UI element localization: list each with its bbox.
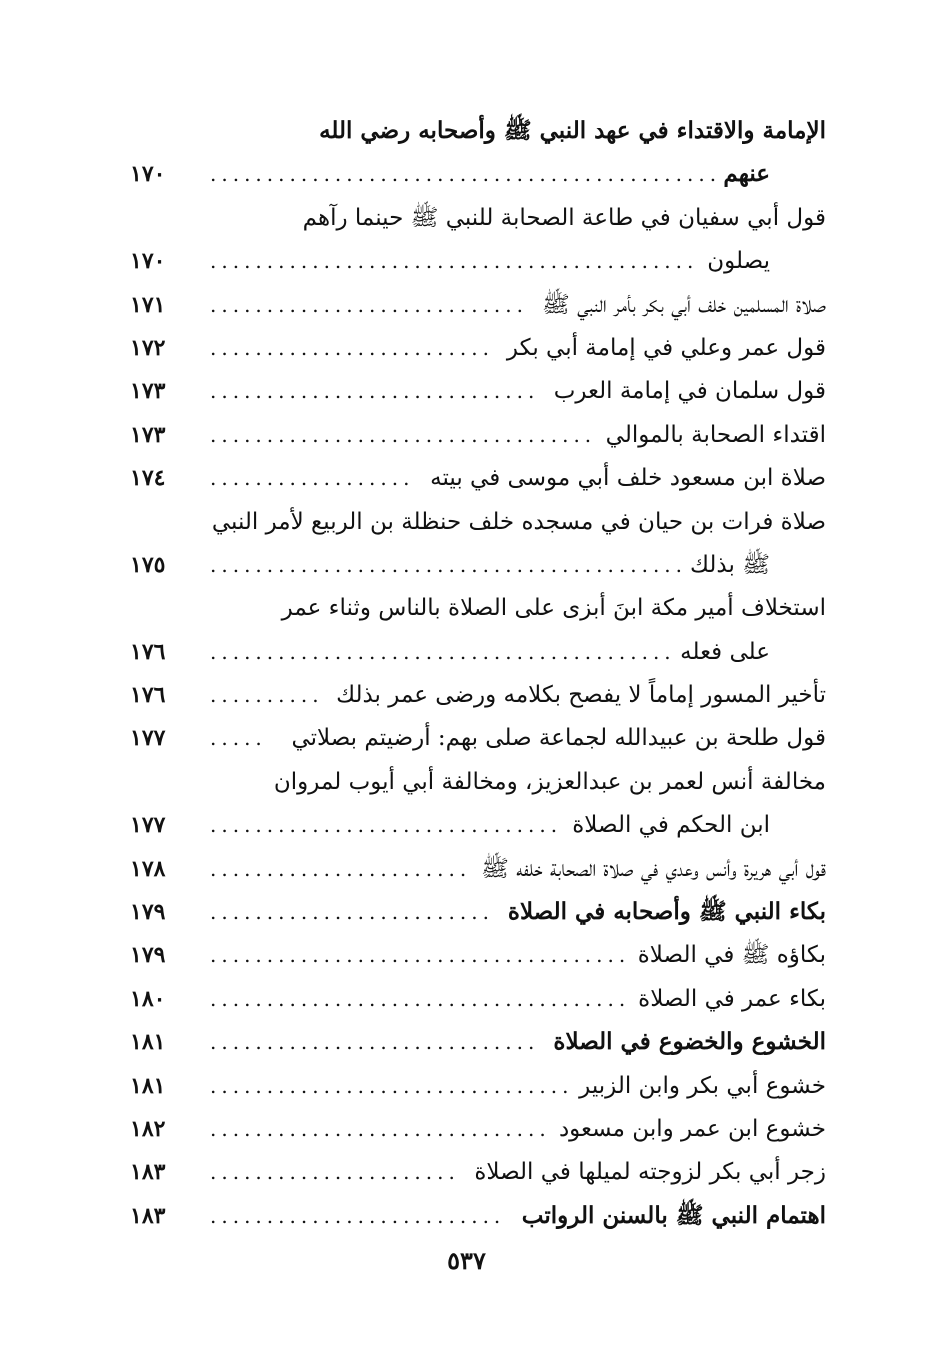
toc-entry-title: على فعله <box>680 638 770 665</box>
toc-line <box>130 370 826 413</box>
toc-entry-title: الخشوع والخضوع في الصلاة <box>553 1028 826 1056</box>
toc-entry-page: ١٧٧ <box>130 725 166 752</box>
page-number: ٥٣٧ <box>447 1246 486 1275</box>
toc-entry-title: ابن الحكم في الصلاة <box>572 812 770 839</box>
toc-line <box>130 891 826 934</box>
toc-entry-title: خشوع ابن عمر وابن مسعود <box>558 1115 826 1142</box>
dot-leader: ......................................... <box>210 639 676 664</box>
dot-leader: .......................... <box>210 1203 506 1228</box>
toc-line <box>130 197 826 240</box>
dot-leader: ....................... <box>210 856 472 881</box>
toc-entry-title: اقتداء الصحابة بالموالي <box>605 421 826 448</box>
toc-line <box>130 327 826 370</box>
toc-line <box>130 804 826 847</box>
toc-entry-page: ١٨٣ <box>130 1202 166 1229</box>
dot-leader: ............................................. <box>210 162 722 187</box>
toc-entry-title: صلاة فرات بن حيان في مسجده خلف حنظلة بن الربيع لأمر النبي <box>211 508 826 535</box>
dot-leader: ............................... <box>210 813 563 838</box>
toc-entry-title: بكاء النبي ﷺ وأصحابه في الصلاة <box>507 898 826 926</box>
toc-entry-page: ١٧٩ <box>130 899 166 926</box>
toc-entry-page: ١٧٠ <box>130 248 166 275</box>
dot-leader: .............................. <box>210 1116 551 1141</box>
dot-leader: ............................ <box>210 292 529 317</box>
toc-line <box>130 457 826 500</box>
toc-entry-title: عنهم <box>723 160 770 188</box>
toc-line <box>130 284 826 327</box>
toc-entry-title: خشوع أبي بكر وابن الزبير <box>579 1072 826 1099</box>
toc-line <box>130 1108 826 1151</box>
toc-line <box>130 761 826 804</box>
toc-line <box>130 1195 826 1238</box>
toc-entry-page: ١٧٣ <box>130 421 166 448</box>
dot-leader: ...................... <box>210 1160 460 1185</box>
toc-entry-title: يصلون <box>707 248 770 275</box>
toc-entry-title: استخلاف أمير مكة ابنَ أبزى على الصلاة بالناس وثناء عمر <box>281 595 826 622</box>
toc-line <box>130 544 826 587</box>
toc-entry-title: زجر أبي بكر لزوجته لميلها في الصلاة <box>474 1159 826 1186</box>
dot-leader: ..................................... <box>210 943 631 968</box>
toc-line <box>130 414 826 457</box>
dot-leader: ............................. <box>210 379 540 404</box>
toc-entry-page: ١٨٢ <box>130 1115 166 1142</box>
toc-entry-page: ١٧١ <box>130 291 166 318</box>
toc-entry-title: بكاؤه ﷺ في الصلاة <box>637 942 826 969</box>
dot-leader: .......... <box>210 683 324 708</box>
toc-entry-page: ١٧٨ <box>130 855 166 882</box>
toc-entry-page: ١٧٧ <box>130 812 166 839</box>
toc-entry-title: قول طلحة بن عبيدالله لجماعة صلى بهم: أرضيتم بصلاتي <box>291 725 826 752</box>
toc-entry-title: قول أبي سفيان في طاعة الصحابة للنبي ﷺ حينما رآهم <box>302 204 826 231</box>
toc-entry-title: ﷺ بذلك <box>690 551 770 578</box>
toc-entry-title: صلاة ابن مسعود خلف أبي موسى في بيته <box>430 465 826 492</box>
toc-line <box>130 848 826 891</box>
toc-line <box>130 153 826 196</box>
toc-entry-page: ١٧٦ <box>130 638 166 665</box>
dot-leader: ..................................... <box>210 986 631 1011</box>
dot-leader: .......................................... <box>210 552 688 577</box>
toc-entry-page: ١٧٤ <box>130 465 166 492</box>
toc-entry-page: ١٨١ <box>130 1072 166 1099</box>
toc-line <box>130 674 826 717</box>
toc-entry-title: مخالفة أنس لعمر بن عبدالعزيز، ومخالفة أبي أيوب لمروان <box>273 768 826 795</box>
toc-entry-page: ١٧٩ <box>130 942 166 969</box>
toc-entry-page: ١٨١ <box>130 1029 166 1056</box>
toc-entry-page: ١٨٣ <box>130 1159 166 1186</box>
toc-line <box>130 934 826 977</box>
dot-leader: ................................ <box>210 1073 574 1098</box>
toc-entry-title: قول أبي هريرة وأنس وعدي في صلاة الصحابة خلفه ﷺ <box>481 855 826 882</box>
toc-entry-page: ١٧٣ <box>130 378 166 405</box>
toc-entry-title: تأخير المسور إماماً لا يفصح بكلامه ورضى عمر بذلك <box>336 682 826 709</box>
dot-leader: ......................... <box>210 335 494 360</box>
toc-line <box>130 501 826 544</box>
toc-entry-title: اهتمام النبي ﷺ بالسنن الرواتب <box>521 1201 826 1229</box>
toc-entry-page: ١٧٢ <box>130 334 166 361</box>
toc-entry-page: ١٨٠ <box>130 985 166 1012</box>
dot-leader: ..... <box>210 726 267 751</box>
dot-leader: .................................. <box>210 422 597 447</box>
toc-entry-title: قول سلمان في إمامة العرب <box>553 378 826 405</box>
toc-line <box>130 240 826 283</box>
toc-line <box>130 1065 826 1108</box>
dot-leader: .................. <box>210 466 415 491</box>
toc-line <box>130 717 826 760</box>
toc-entry-title: الإمامة والاقتداء في عهد النبي ﷺ وأصحابه رضي الله <box>319 117 826 144</box>
toc-line <box>130 587 826 630</box>
table-of-contents <box>130 110 826 1238</box>
toc-line <box>130 631 826 674</box>
toc-line <box>130 110 826 153</box>
dot-leader: ............................. <box>210 1030 540 1055</box>
toc-entry-page: ١٧٦ <box>130 682 166 709</box>
toc-line <box>130 1021 826 1064</box>
toc-entry-page: ١٧٥ <box>130 551 166 578</box>
dot-leader: ......................... <box>210 900 494 925</box>
toc-entry-title: بكاء عمر في الصلاة <box>638 985 826 1012</box>
toc-line <box>130 978 826 1021</box>
toc-entry-title: صلاة المسلمين خلف أبي بكر بأمر النبي ﷺ <box>541 291 826 318</box>
dot-leader: ........................................... <box>210 249 699 274</box>
toc-entry-page: ١٧٠ <box>130 161 166 188</box>
toc-entry-title: قول عمر وعلي في إمامة أبي بكر <box>506 334 826 361</box>
toc-line <box>130 1151 826 1194</box>
